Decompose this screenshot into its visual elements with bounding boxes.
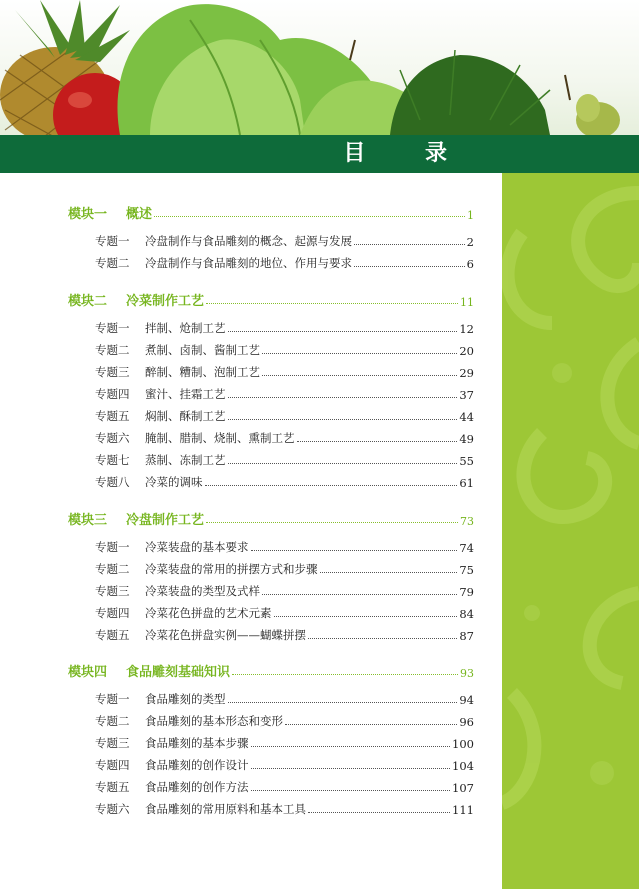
topic-entry[interactable] xyxy=(95,797,474,817)
dot-leader xyxy=(262,353,457,354)
topic-number: 专题二 xyxy=(95,343,130,357)
topic-title: 冷菜花色拼盘的艺术元素 xyxy=(145,606,272,620)
module-title: 食品雕刻基础知识 xyxy=(126,665,231,680)
page-number: 100 xyxy=(452,737,474,751)
topic-number: 专题四 xyxy=(95,387,130,401)
topic-entry[interactable] xyxy=(95,557,474,577)
topic-title: 冷菜花色拼盘实例——蝴蝶拼摆 xyxy=(145,628,306,642)
page-number: 94 xyxy=(459,693,474,707)
topic-entry[interactable] xyxy=(95,229,474,249)
dot-leader xyxy=(228,331,458,332)
decorative-side-panel xyxy=(502,173,639,889)
page-number: 2 xyxy=(466,235,474,249)
topic-entry[interactable] xyxy=(95,775,474,795)
page-number: 73 xyxy=(460,515,474,528)
topic-entry[interactable] xyxy=(95,251,474,271)
dot-leader xyxy=(308,638,457,639)
topic-number: 专题四 xyxy=(95,758,130,772)
page-number: 84 xyxy=(459,607,474,621)
page-number: 12 xyxy=(459,322,474,336)
topic-number: 专题二 xyxy=(95,714,130,728)
page-number: 29 xyxy=(459,366,474,380)
page-number: 96 xyxy=(459,715,474,729)
dot-leader xyxy=(354,266,465,267)
dot-leader xyxy=(228,702,458,703)
page-number: 61 xyxy=(459,476,474,490)
dot-leader xyxy=(251,790,451,791)
topic-entry[interactable] xyxy=(95,623,474,643)
module-heading[interactable] xyxy=(68,658,474,680)
dot-leader xyxy=(206,522,458,523)
topic-number: 专题五 xyxy=(95,409,130,423)
topic-title: 食品雕刻的常用原料和基本工具 xyxy=(145,802,306,816)
dot-leader xyxy=(251,550,458,551)
topic-entry[interactable] xyxy=(95,360,474,380)
topic-number: 专题三 xyxy=(95,736,130,750)
topic-title: 冷菜装盘的常用的拼摆方式和步骤 xyxy=(145,562,318,576)
dot-leader xyxy=(297,441,458,442)
topic-number: 专题一 xyxy=(95,321,130,335)
dot-leader xyxy=(262,594,457,595)
topic-entry[interactable] xyxy=(95,382,474,402)
dot-leader xyxy=(228,463,458,464)
module-heading[interactable] xyxy=(68,506,474,528)
topic-title: 腌制、腊制、烧制、熏制工艺 xyxy=(145,431,295,445)
page-number: 107 xyxy=(452,781,474,795)
page-number: 79 xyxy=(459,585,474,599)
topic-number: 专题五 xyxy=(95,628,130,642)
topic-title: 煮制、卤制、酱制工艺 xyxy=(145,343,260,357)
dot-leader xyxy=(205,485,458,486)
topic-title: 食品雕刻的基本形态和变形 xyxy=(145,714,283,728)
page-number: 75 xyxy=(459,563,474,577)
topic-number: 专题一 xyxy=(95,540,130,554)
topic-title: 拌制、炝制工艺 xyxy=(145,321,226,335)
topic-title: 冷盘制作与食品雕刻的概念、起源与发展 xyxy=(145,234,352,248)
topic-number: 专题三 xyxy=(95,365,130,379)
topic-number: 专题四 xyxy=(95,606,130,620)
ornament-pattern xyxy=(502,173,639,889)
dot-leader xyxy=(320,572,458,573)
dot-leader xyxy=(285,724,457,725)
module-title: 冷菜制作工艺 xyxy=(126,294,205,309)
dot-leader xyxy=(251,746,451,747)
dot-leader xyxy=(274,616,458,617)
dot-leader xyxy=(232,674,458,675)
topic-title: 冷菜的调味 xyxy=(145,475,203,489)
page-number: 44 xyxy=(459,410,474,424)
topic-entry[interactable] xyxy=(95,753,474,773)
topic-title: 冷盘制作与食品雕刻的地位、作用与要求 xyxy=(145,256,352,270)
page-number: 93 xyxy=(460,667,474,680)
topic-entry[interactable] xyxy=(95,687,474,707)
topic-entry[interactable] xyxy=(95,426,474,446)
dot-leader xyxy=(228,397,458,398)
topic-title: 食品雕刻的类型 xyxy=(145,692,226,706)
topic-title: 焖制、酥制工艺 xyxy=(145,409,226,423)
topic-entry[interactable] xyxy=(95,601,474,621)
topic-title: 醉制、糟制、泡制工艺 xyxy=(145,365,260,379)
topic-number: 专题七 xyxy=(95,453,130,467)
topic-entry[interactable] xyxy=(95,535,474,555)
page-number: 6 xyxy=(466,257,474,271)
dot-leader xyxy=(262,375,457,376)
topic-number: 专题八 xyxy=(95,475,130,489)
topic-number: 专题三 xyxy=(95,584,130,598)
topic-entry[interactable] xyxy=(95,579,474,599)
page-number: 49 xyxy=(459,432,474,446)
page-number: 104 xyxy=(452,759,474,773)
topic-entry[interactable] xyxy=(95,404,474,424)
topic-entry[interactable] xyxy=(95,316,474,336)
module-heading[interactable] xyxy=(68,287,474,309)
module-number: 模块四 xyxy=(68,665,108,680)
page-number: 87 xyxy=(459,629,474,643)
topic-title: 冷菜装盘的基本要求 xyxy=(145,540,249,554)
dot-leader xyxy=(308,812,450,813)
dot-leader xyxy=(354,244,465,245)
topic-title: 食品雕刻的基本步骤 xyxy=(145,736,249,750)
dot-leader xyxy=(228,419,458,420)
page-number: 37 xyxy=(459,388,474,402)
topic-number: 专题六 xyxy=(95,802,130,816)
module-number: 模块一 xyxy=(68,207,108,222)
module-title: 概述 xyxy=(126,207,153,222)
topic-number: 专题六 xyxy=(95,431,130,445)
dot-leader xyxy=(206,303,458,304)
topic-title: 蒸制、冻制工艺 xyxy=(145,453,226,467)
topic-entry[interactable] xyxy=(95,709,474,729)
topic-entry[interactable] xyxy=(95,448,474,468)
topic-entry[interactable] xyxy=(95,470,474,490)
page-number: 55 xyxy=(459,454,474,468)
topic-title: 食品雕刻的创作方法 xyxy=(145,780,249,794)
topic-title: 蜜汁、挂霜工艺 xyxy=(145,387,226,401)
page-number: 11 xyxy=(460,296,474,309)
page-number: 1 xyxy=(467,209,474,222)
topic-number: 专题一 xyxy=(95,692,130,706)
page-number: 20 xyxy=(459,344,474,358)
topic-number: 专题二 xyxy=(95,256,130,270)
dot-leader xyxy=(154,216,465,217)
page-number: 111 xyxy=(452,803,474,817)
topic-title: 食品雕刻的创作设计 xyxy=(145,758,249,772)
topic-number: 专题一 xyxy=(95,234,130,248)
page-number: 74 xyxy=(459,541,474,555)
module-number: 模块三 xyxy=(68,513,108,528)
topic-number: 专题二 xyxy=(95,562,130,576)
topic-number: 专题五 xyxy=(95,780,130,794)
module-heading[interactable] xyxy=(68,200,474,222)
page-title: 目 录 xyxy=(343,141,473,166)
topic-title: 冷菜装盘的类型及式样 xyxy=(145,584,260,598)
module-number: 模块二 xyxy=(68,294,108,309)
topic-entry[interactable] xyxy=(95,731,474,751)
module-title: 冷盘制作工艺 xyxy=(126,513,205,528)
topic-entry[interactable] xyxy=(95,338,474,358)
dot-leader xyxy=(251,768,451,769)
